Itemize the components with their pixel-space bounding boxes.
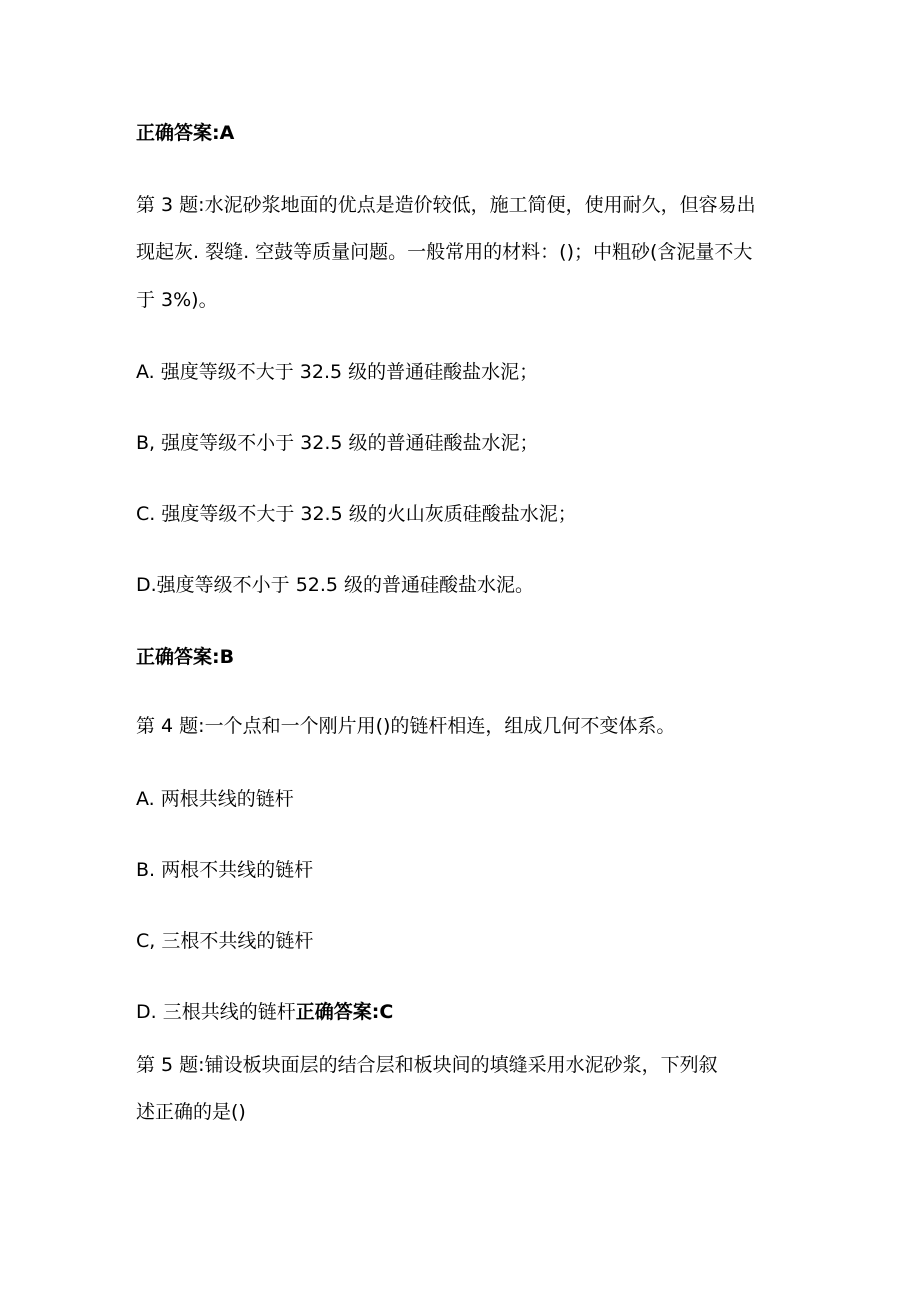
question-3-option-a: A. 强度等级不大于 32.5 级的普通硅酸盐水泥； (136, 361, 539, 383)
question-3-option-b: B, 强度等级不小于 32.5 级的普通硅酸盐水泥； (136, 432, 539, 454)
question-3-line-1: 第 3 题:水泥砂浆地面的优点是造价较低，施工简便，使用耐久，但容易出 (136, 194, 756, 216)
question-4-option-b: B. 两根不共线的链杆 (136, 859, 314, 881)
question-4-option-a: A. 两根共线的链杆 (136, 788, 294, 810)
question-5-line-2: 述正确的是() (136, 1101, 246, 1123)
question-4-option-c: C, 三根不共线的链杆 (136, 930, 314, 952)
question-3-line-3: 于 3%)。 (136, 289, 218, 311)
question-3-option-d: D.强度等级不小于 52.5 级的普通硅酸盐水泥。 (136, 574, 535, 596)
question-5-line-1: 第 5 题:铺设板块面层的结合层和板块间的填缝采用水泥砂浆，下列叙 (136, 1054, 718, 1076)
answer-q2: 正确答案:A (136, 122, 235, 144)
question-4-option-d: D. 三根共线的链杆 (136, 1001, 296, 1023)
question-4-text: 第 4 题:一个点和一个刚片用()的链杆相连，组成几何不变体系。 (136, 715, 676, 737)
answer-q4: 正确答案:C (295, 1001, 394, 1023)
answer-q3: 正确答案:B (136, 646, 235, 668)
question-3-option-c: C. 强度等级不大于 32.5 级的火山灰质硅酸盐水泥； (136, 503, 577, 525)
question-4-option-d-line (136, 1000, 796, 1024)
question-3-line-2: 现起灰. 裂缝. 空鼓等质量问题。一般常用的材料：()；中粗砂(含泥量不大 (136, 241, 753, 263)
